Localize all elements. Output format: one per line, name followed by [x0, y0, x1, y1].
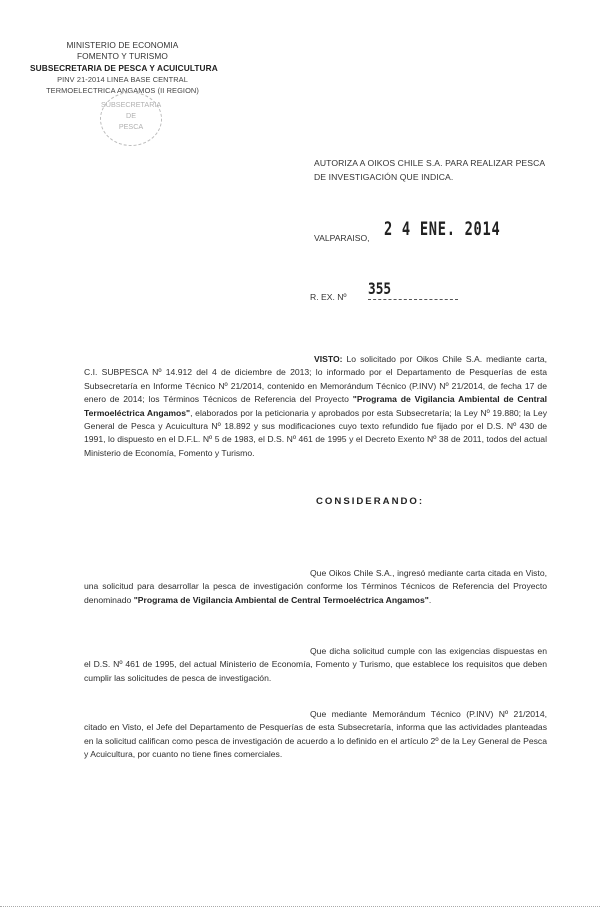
- undersecretariat-name: SUBSECRETARIA DE PESCA Y ACUICULTURA: [30, 62, 218, 73]
- considerando-heading: CONSIDERANDO:: [316, 496, 425, 507]
- resolution-number-label: R. EX. Nº: [310, 292, 347, 302]
- resolution-subject: AUTORIZA A OIKOS CHILE S.A. PARA REALIZAR PESCA DE INVESTIGACIÓN QUE INDICA.: [314, 158, 545, 182]
- visto-text-1: Lo solicitado por Oikos Chile S.A. mediante carta, C.I. SUBPESCA Nº 14.912 del 4 de diciembre de 2013; lo informado por el Departamento de Pesquerías de esta Subsecretaría en Informe Técnico Nº 21/2014, contenido en Memorándum Técnico (P.INV) Nº 21/2014, de fecha 17 de enero de 2014; los Términos Técnicos de Referencia del Proyecto: [84, 354, 547, 405]
- ministry-name: MINISTERIO DE ECONOMIA: [66, 40, 179, 50]
- stamp-line-1: SUBSECRETARIA DE: [101, 100, 162, 120]
- date-stamp: 2 4 ENE. 2014: [384, 218, 501, 240]
- visto-heading: VISTO:: [314, 354, 343, 364]
- consideration-1-project: "Programa de Vigilancia Ambiental de Central Termoeléctrica Angamos": [133, 594, 429, 605]
- place-label: VALPARAISO,: [314, 233, 370, 243]
- page-bottom-rule: [0, 906, 600, 907]
- stamp-line-2: PESCA: [118, 122, 144, 131]
- visto-text-2: , elaborados por la peticionaria y aprobados por esta Subsecretaría; la Ley Nº 19.880; la Ley General de Pesca y Acuicultura Nº 18.892 y sus modificaciones cuyo texto refundido fue fijado por el D.S. Nº 430 de 1991, lo dispuesto en el D.F.L. Nº 5 de 1983, el D.S. Nº 461 de 1995 y el Decreto Exento Nº 38 de 2011, todos del actual Ministerio de Economía, Fomento y Turismo.: [84, 407, 547, 458]
- consideration-1: [84, 567, 547, 607]
- resolution-number-underline: [368, 299, 458, 300]
- ministry-header: [30, 40, 218, 96]
- consideration-1-end: .: [428, 594, 432, 605]
- office-stamp: [100, 92, 162, 146]
- file-reference-2: TERMOELECTRICA ANGAMOS (II REGION): [46, 86, 199, 96]
- file-reference: PINV 21-2014 LINEA BASE CENTRAL: [57, 74, 188, 84]
- ministry-subname: FOMENTO Y TURISMO: [77, 51, 168, 62]
- visto-project-name: "Programa de Vigilancia Ambiental de Central Termoeléctrica Angamos": [84, 394, 547, 418]
- consideration-1-text: Que Oikos Chile S.A., ingresó mediante carta citada en Visto, una solicitud para desarrollar la pesca de investigación conforme los Términos Técnicos de Referencia del Proyecto denominado: [84, 568, 547, 605]
- resolution-number: 355: [368, 279, 392, 298]
- visto-paragraph: [84, 353, 547, 460]
- consideration-3: Que mediante Memorándum Técnico (P.INV) Nº 21/2014, citado en Visto, el Jefe del Departamento de Pesquerías de esta Subsecretaría, informa que las actividades planteadas en la solicitud califican como pesca de investigación de acuerdo a lo definido en el artículo 2º de la Ley General de Pesca y Acuicultura, por cuanto no tiene fines comerciales.: [84, 709, 547, 760]
- consideration-2: Que dicha solicitud cumple con las exigencias dispuestas en el D.S. Nº 461 de 1995, del actual Ministerio de Economía, Fomento y Turismo, que establece los requisitos que deben cumplir las solicitudes de pesca de investigación.: [84, 646, 547, 683]
